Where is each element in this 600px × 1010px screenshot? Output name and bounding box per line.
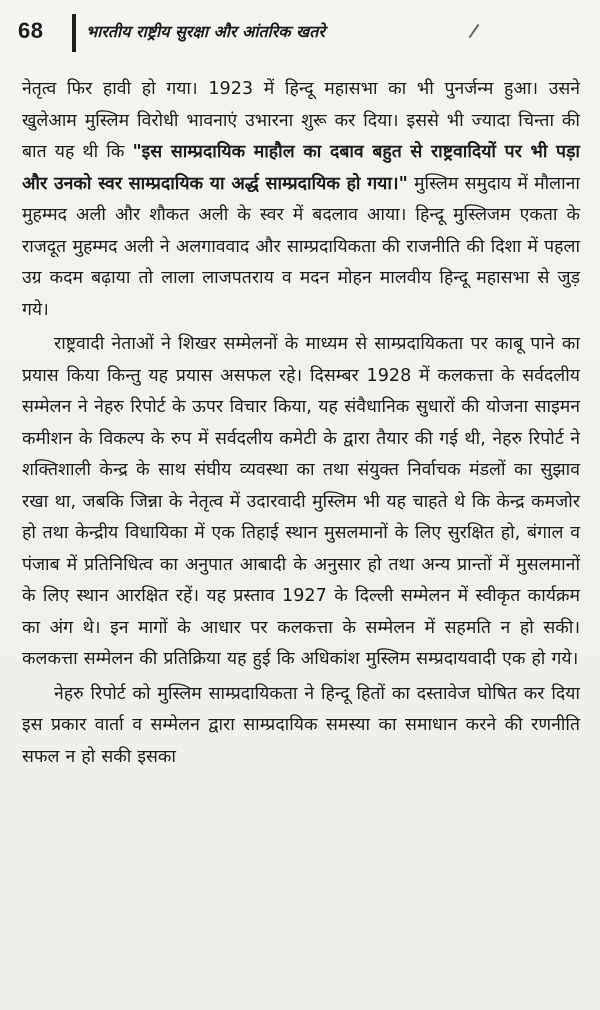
paragraph-3: नेहरु रिपोर्ट को मुस्लिम साम्प्रदायिकता ने हिन्दू हितों का दस्तावेज घोषित कर दिया इस प्रकार वार्ता व सम्मेलन द्वारा साम्प्रदायिक समस्या का समाधान करने की रणनीति सफल न हो सकी इसका: [22, 683, 580, 767]
paragraph-1: [22, 74, 580, 326]
page-number: 68: [18, 18, 44, 43]
paragraph-1-text-start: नेतृत्व फिर हावी हो गया। 1923 में हिन्दू महासभा का भी पुनर्जन्म हुआ। उसने खुलेआम मुस्लिम विरोधी भावनाएं उभारना शुरू कर दिया। इससे भी ज्यादा चिन्ता की बात यह थी कि: [22, 79, 580, 162]
header-divider: [72, 14, 76, 52]
paragraph-2: राष्ट्रवादी नेताओं ने शिखर सम्मेलनों के माध्यम से साम्प्रदायिकता पर काबू पाने का प्रयास किया किन्तु यह प्रयास असफल रहे। दिसम्बर 1928 में कलकत्ता के सर्वदलीय सम्मेलन ने नेहरु रिपोर्ट के ऊपर विचार किया, यह संवैधानिक सुधारों की योजना साइमन कमीशन के विकल्प के रुप में सर्वदलीय कमेटी के द्वारा तैयार की गई थी, नेहरु रिपोर्ट ने शक्तिशाली केन्द्र के साथ संघीय व्यवस्था का तथा संयुक्त निर्वाचक मंडलों का सुझाव रखा था, जबकि जिन्ना के नेतृत्व में उदारवादी मुस्लिम भी यह चाहते थे कि केन्द्र कमजोर हो तथा केन्द्रीय विधायिका में एक तिहाई स्थान मुसलमानों के लिए सुरक्षित हो, बंगाल व पंजाब में प्रतिनिधित्व का अनुपात आबादी के अनुसार हो तथा अन्य प्रान्तों में मुसलमानों के लिए स्थान आरक्षित रहें। यह प्रस्ताव 1927 के दिल्ली सम्मेलन में स्वीकृत कार्यक्रम का अंग थे। इन मागों के आधार पर कलकत्ता के सम्मेलन में सहमति न हो सकी। कलकत्ता सम्मेलन की प्रतिक्रिया यह हुई कि अधिकांश मुस्लिम सम्प्रदायवादी एक हो गये।: [22, 334, 580, 669]
bold-quotation: "इस साम्प्रदायिक माहौल का दबाव बहुत से राष्ट्रवादियों पर भी पड़ा और उनको स्वर साम्प्रदायिक या अर्द्ध साम्प्रदायिक हो गया।": [22, 142, 580, 194]
page-header: [18, 14, 580, 50]
running-title: भारतीय राष्ट्रीय सुरक्षा और आंतरिक खतरे: [86, 22, 325, 41]
paragraph-1-text-end: मुस्लिम समुदाय में मौलाना मुहम्मद अली और शौकत अली के स्वर में बदलाव आया। हिन्दू मुस्लिजम एकता के राजदूत मुहम्मद अली ने अलगाववाद और साम्प्रदायिकता की राजनीति की दिशा में पहला उग्र कदम बढ़ाया तो लाला लाजपतराय व मदन मोहन मालवीय हिन्दू महासभा से जुड़ गये।: [22, 173, 580, 320]
body-text: [22, 74, 580, 773]
